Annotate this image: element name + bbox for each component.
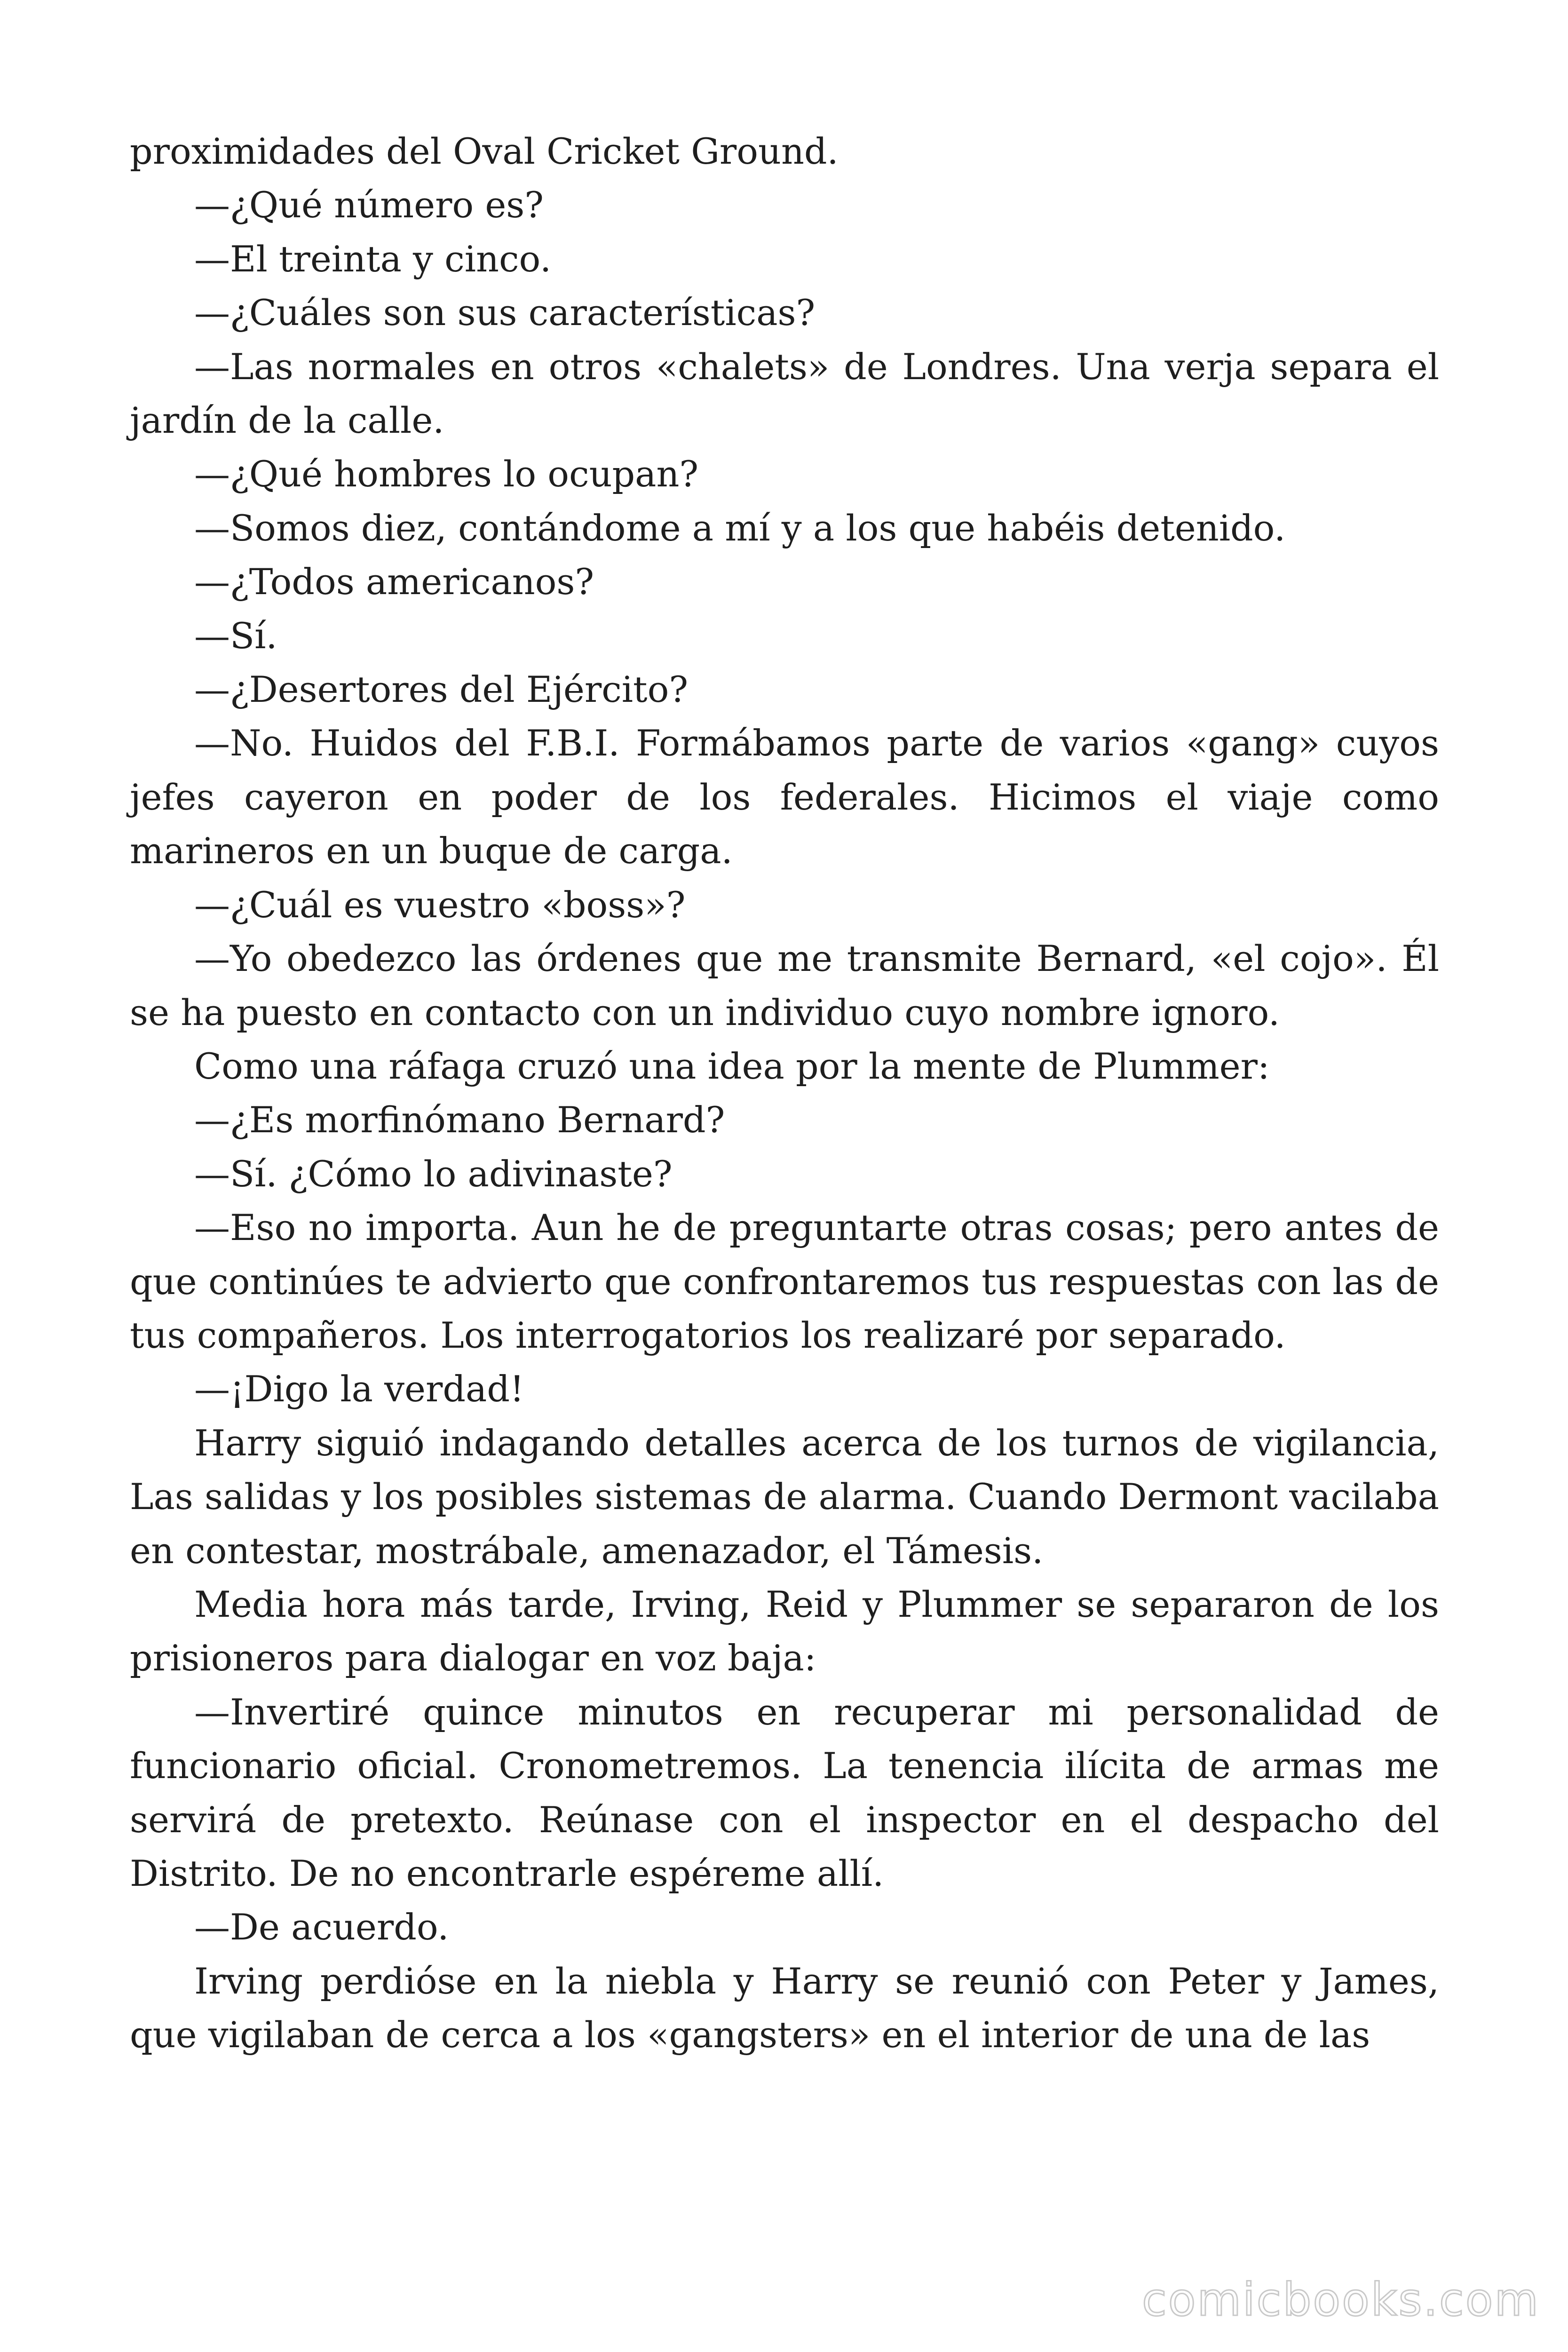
paragraph: Irving perdióse en la niebla y Harry se reunió con Peter y James, que vigilaban de cerca a los «gangsters» en el interior de una de las (130, 1960, 1439, 2056)
paragraph: —¿Qué hombres lo ocupan? (194, 453, 699, 495)
paragraph: —¿Qué número es? (194, 184, 544, 226)
paragraph: —Yo obedezco las órdenes que me transmite Bernard, «el cojo». Él se ha puesto en contacto con un individuo cuyo nombre ignoro. (130, 938, 1439, 1033)
paragraph: Como una ráfaga cruzó una idea por la mente de Plummer: (194, 1045, 1270, 1087)
paragraph: —¿Cuáles son sus características? (194, 292, 816, 334)
paragraph: —Sí. ¿Cómo lo adivinaste? (194, 1152, 673, 1195)
paragraph: —No. Huidos del F.B.I. Formábamos parte de varios «gang» cuyos jefes cayeron en poder de los federales. Hicimos el viaje como marineros en un buque de carga. (130, 722, 1439, 872)
paragraph: —¿Es morfinómano Bernard? (194, 1099, 725, 1141)
paragraph: Harry siguió indagando detalles acerca de los turnos de vigilancia, Las salidas y los posibles sistemas de alarma. Cuando Dermont vacilaba en contestar, mostrábale, amenazador, el Támesis. (130, 1422, 1439, 1572)
watermark: comicbooks.com (1141, 2273, 1540, 2326)
paragraph: —¿Cuál es vuestro «boss»? (194, 883, 686, 926)
paragraph: —Somos diez, contándome a mí y a los que habéis detenido. (194, 507, 1286, 549)
paragraph: —Eso no importa. Aun he de preguntarte otras cosas; pero antes de que continúes te advierto que confrontaremos tus respuestas con las de tus compañeros. Los interrogatorios los realizaré por separado. (130, 1207, 1439, 1356)
paragraph: —Invertiré quince minutos en recuperar mi personalidad de funcionario oficial. Cronometremos. La tenencia ilícita de armas me servirá de pretexto. Reúnase con el inspector en el despacho del Distrito. De no encontrarle espéreme allí. (130, 1691, 1439, 1894)
paragraph: —¡Digo la verdad! (194, 1368, 524, 1410)
paragraph: —Sí. (194, 614, 277, 657)
paragraph: —El treinta y cinco. (194, 238, 552, 280)
paragraph: —De acuerdo. (194, 1906, 449, 1948)
paragraph: proximidades del Oval Cricket Ground. (130, 130, 839, 172)
paragraph: Media hora más tarde, Irving, Reid y Plummer se separaron de los prisioneros para dialogar en voz baja: (130, 1583, 1439, 1679)
paragraph: —¿Desertores del Ejército? (194, 668, 689, 711)
paragraph: —¿Todos americanos? (194, 561, 594, 603)
body-text (130, 125, 1439, 2062)
paragraph: —Las normales en otros «chalets» de Londres. Una verja separa el jardín de la calle. (130, 345, 1439, 442)
